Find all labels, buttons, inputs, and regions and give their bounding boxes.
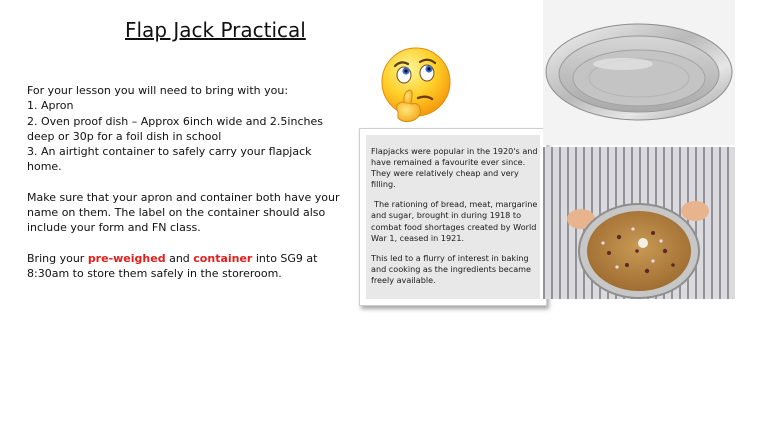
flapjack-photo	[543, 147, 735, 299]
bring-note	[27, 251, 345, 282]
highlight-pre-weighed: pre-weighed	[87, 251, 166, 265]
label-note: Make sure that your apron and container both have your name on them. The label on the container should also include your form and FN class.	[27, 190, 340, 235]
bring-suffix: into SG9 at 8:30am to store them safely in the storeroom.	[27, 251, 318, 280]
list-item: 1. Apron	[27, 99, 74, 113]
list-item: 2. Oven proof dish – Approx 6inch wide and 2.5inches deep or 30p for a foil dish in school	[27, 114, 323, 143]
info-card-text	[371, 146, 541, 295]
bring-prefix: Bring your	[27, 251, 88, 265]
list-item: 3. An airtight container to safely carry your flapjack home.	[27, 145, 312, 174]
info-paragraph: This led to a flurry of interest in baking and cooking as the ingredients became freely available.	[371, 252, 532, 285]
instructions-block	[27, 83, 345, 296]
highlight-container: container	[193, 251, 253, 265]
thinking-face-icon	[378, 46, 454, 126]
intro-text: For your lesson you will need to bring with you:	[27, 84, 289, 97]
bring-middle: and	[165, 251, 194, 265]
foil-dish-image	[543, 0, 735, 145]
page-title: Flap Jack Practical	[125, 18, 306, 42]
requirements-list	[27, 83, 345, 175]
info-paragraph: The rationing of bread, meat, margarine and sugar, brought in during 1918 to combat food shortages created by World War 1, ceased in 1921.	[371, 199, 538, 243]
info-paragraph: Flapjacks were popular in the 1920's and have remained a favourite ever since. They were relatively cheap and very filling.	[371, 146, 538, 190]
